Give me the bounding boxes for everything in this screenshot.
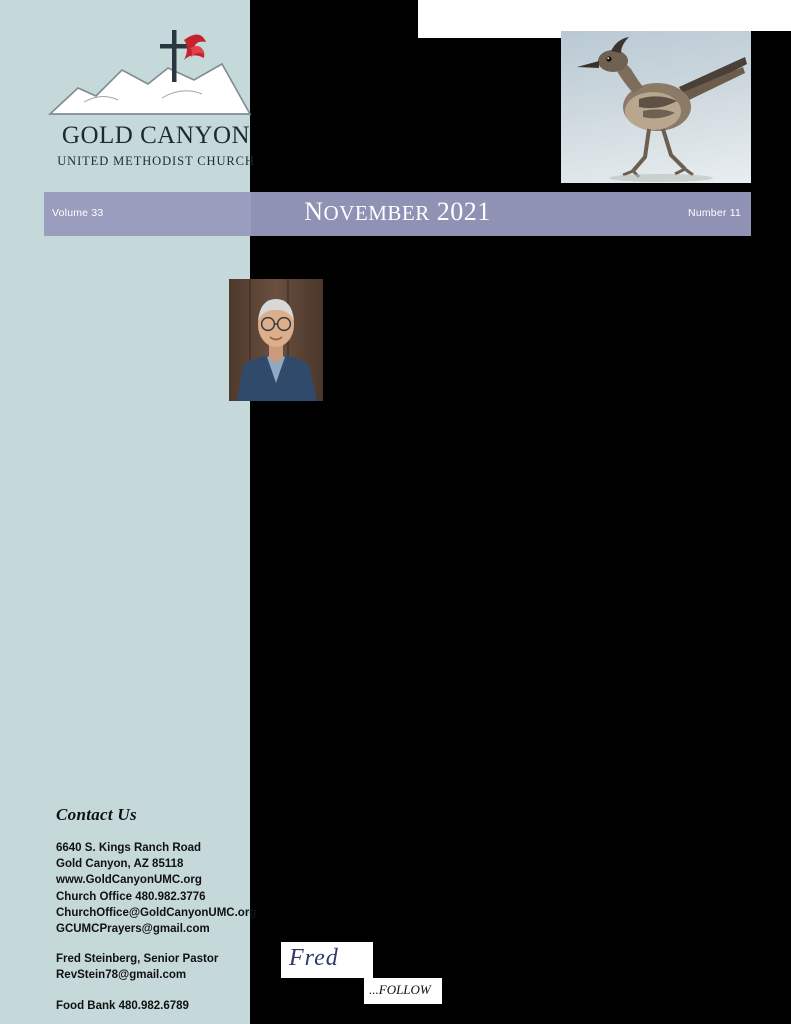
contact-heading: Contact Us xyxy=(56,805,137,824)
followup-text: ...FOLLOW xyxy=(369,982,431,997)
contact-address-line-2: Gold Canyon, AZ 85118 xyxy=(56,858,184,871)
issue-year: 2021 xyxy=(436,197,491,226)
contact-details xyxy=(56,840,292,1014)
logo-title: GOLD CANYON xyxy=(61,122,251,149)
contact-pastor-email[interactable]: RevStein78@gmail.com xyxy=(56,969,187,982)
contact-prayers-email[interactable]: GCUMCPrayers@gmail.com xyxy=(56,923,210,936)
issue-date-lead: N xyxy=(304,197,324,226)
contact-pastor-name: Fred Steinberg, Senior Pastor xyxy=(56,953,219,966)
issue-date-rest: OVEMBER xyxy=(323,201,430,225)
pastor-portrait xyxy=(229,279,323,401)
contact-office-phone: Church Office 480.982.3776 xyxy=(56,890,206,903)
contact-spacer xyxy=(56,937,292,951)
contact-spacer-2 xyxy=(56,984,292,998)
contact-address-line-1: 6640 S. Kings Ranch Road xyxy=(56,842,202,854)
issue-date xyxy=(44,197,751,227)
masthead-band xyxy=(44,192,751,236)
cross-and-flame-over-mountain-icon xyxy=(44,24,260,120)
contact-office-email[interactable]: ChurchOffice@GoldCanyonUMC.org xyxy=(56,906,257,919)
signature-text: Fred xyxy=(289,945,339,971)
volume-label: Volume 33 xyxy=(52,207,104,219)
number-label: Number 11 xyxy=(688,207,741,219)
top-right-white-notch xyxy=(745,0,791,31)
followup-note xyxy=(364,978,442,1004)
logo-subtitle: UNITED METHODIST CHURCH xyxy=(57,154,255,168)
pastor-signature xyxy=(281,942,373,978)
contact-food-bank: Food Bank 480.982.6789 xyxy=(56,999,189,1012)
church-logo xyxy=(44,24,260,168)
roadrunner-illustration xyxy=(561,31,751,183)
contact-website[interactable]: www.GoldCanyonUMC.org xyxy=(56,874,202,887)
